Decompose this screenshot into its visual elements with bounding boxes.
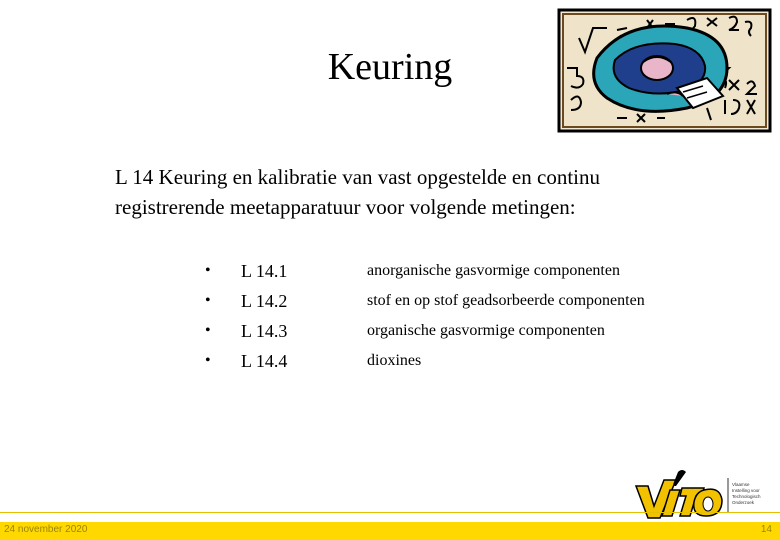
bullet-icon: • <box>205 262 211 279</box>
list-item <box>205 256 765 286</box>
list-item <box>205 286 765 316</box>
item-description: organische gasvormige componenten <box>367 322 605 339</box>
subtitle-line-1: L 14 Keuring en kalibratie van vast opgestelde en continu <box>115 165 600 189</box>
slide-title: Keuring <box>327 46 453 88</box>
item-code: L 14.4 <box>241 350 288 371</box>
logo-text-line-2: Instelling voor <box>732 488 760 493</box>
item-description: dioxines <box>367 352 422 369</box>
item-description: anorganische gasvormige componenten <box>367 262 620 279</box>
item-code: L 14.3 <box>241 320 288 341</box>
math-student-clipart-icon <box>557 8 772 133</box>
bullet-icon: • <box>205 352 211 369</box>
list-item <box>205 316 765 346</box>
list-item <box>205 346 765 376</box>
logo-text-line-1: Vlaamse <box>732 482 750 487</box>
logo-text-line-3: Technologisch <box>732 494 761 499</box>
footer-date: 24 november 2020 <box>4 524 88 535</box>
logo-text-line-4: Onderzoek <box>732 500 755 505</box>
page-number: 14 <box>760 524 772 535</box>
item-code: L 14.2 <box>241 290 288 311</box>
footer-bar <box>0 522 780 540</box>
slide-subtitle <box>115 162 755 222</box>
subtitle-line-2: registrerende meetapparatuur voor volgende metingen: <box>115 195 576 219</box>
item-description: stof en op stof geadsorbeerde componenten <box>367 292 645 309</box>
bullet-icon: • <box>205 292 211 309</box>
footer-divider <box>0 512 780 513</box>
item-code: L 14.1 <box>241 260 288 281</box>
measurement-list <box>205 256 765 376</box>
bullet-icon: • <box>205 322 211 339</box>
